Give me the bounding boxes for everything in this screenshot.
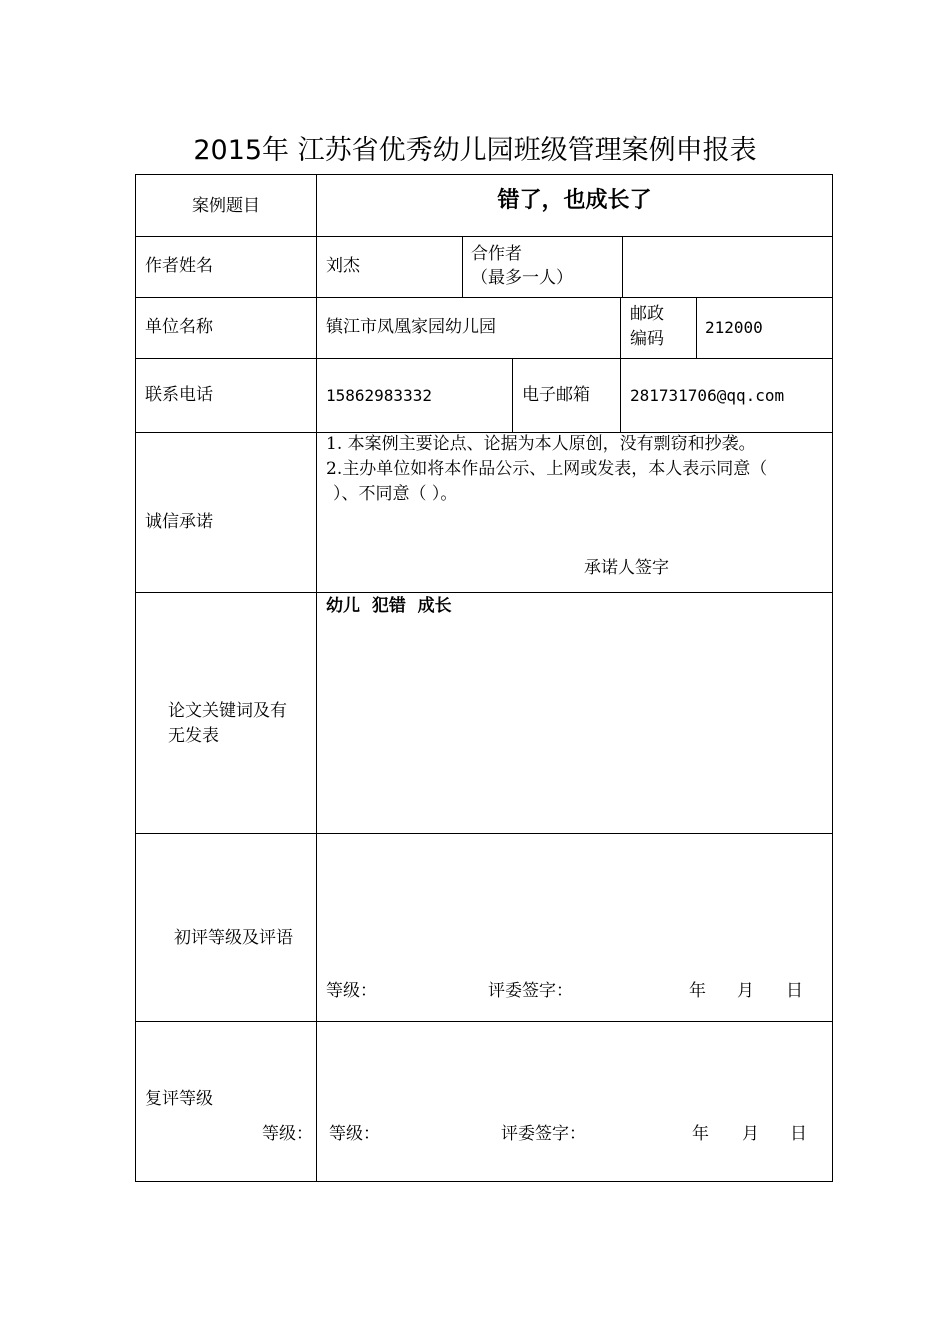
- year-label: 年: [692, 1124, 709, 1144]
- column-divider: [622, 236, 623, 297]
- column-divider: [462, 236, 463, 297]
- month-label: 月: [737, 981, 754, 1001]
- column-divider: [316, 175, 317, 1181]
- signature-label: 承诺人签字: [584, 558, 669, 578]
- grade-label: 等级：: [329, 1124, 380, 1144]
- case-title-label: 案例题目: [192, 196, 260, 216]
- case-title-value: 错了，也成长了: [497, 188, 652, 213]
- integrity-label: 诚信承诺: [145, 512, 213, 532]
- unit-value: 镇江市凤凰家园幼儿园: [326, 317, 496, 337]
- row-divider: [136, 592, 832, 593]
- unit-label: 单位名称: [145, 317, 213, 337]
- coauthor-note: （最多一人）: [471, 268, 573, 288]
- keywords-label: 论文关键词及有: [168, 701, 287, 721]
- phone-value: 15862983332: [326, 386, 432, 405]
- postcode-label: 邮政: [630, 304, 664, 324]
- integrity-line: ）、不同意（ ）。: [333, 484, 458, 504]
- row-divider: [136, 358, 832, 359]
- judge-signature-label: 评委签字：: [488, 981, 573, 1001]
- grade-label: 等级：: [262, 1124, 313, 1144]
- email-value: 281731706@qq.com: [630, 386, 785, 405]
- grade-label: 等级：: [326, 981, 377, 1001]
- keywords-value: 幼儿 犯错 成长: [326, 596, 452, 616]
- coauthor-label: 合作者: [471, 244, 522, 264]
- keywords-label: 无发表: [168, 726, 219, 746]
- row-divider: [136, 833, 832, 834]
- postcode-label: 编码: [630, 329, 664, 349]
- column-divider: [620, 297, 621, 358]
- second-review-label: 复评等级: [145, 1089, 213, 1109]
- column-divider: [696, 297, 697, 358]
- row-divider: [136, 1021, 832, 1022]
- author-value: 刘杰: [326, 256, 360, 276]
- integrity-line: 2.主办单位如将本作品公示、上网或发表，本人表示同意（: [326, 459, 768, 479]
- year-label: 年: [689, 981, 706, 1001]
- day-label: 日: [786, 981, 803, 1001]
- month-label: 月: [742, 1124, 759, 1144]
- integrity-line: 1. 本案例主要论点、论据为本人原创，没有剽窃和抄袭。: [326, 434, 756, 454]
- postcode-value: 212000: [705, 318, 763, 337]
- page-title: 2015年 江苏省优秀幼儿园班级管理案例申报表: [193, 135, 757, 166]
- judge-signature-label: 评委签字：: [501, 1124, 586, 1144]
- row-divider: [136, 236, 832, 237]
- row-divider: [136, 297, 832, 298]
- email-label: 电子邮箱: [522, 385, 590, 405]
- column-divider: [620, 358, 621, 432]
- first-review-label: 初评等级及评语: [174, 928, 293, 948]
- phone-label: 联系电话: [145, 385, 213, 405]
- day-label: 日: [790, 1124, 807, 1144]
- author-label: 作者姓名: [145, 256, 213, 276]
- column-divider: [512, 358, 513, 432]
